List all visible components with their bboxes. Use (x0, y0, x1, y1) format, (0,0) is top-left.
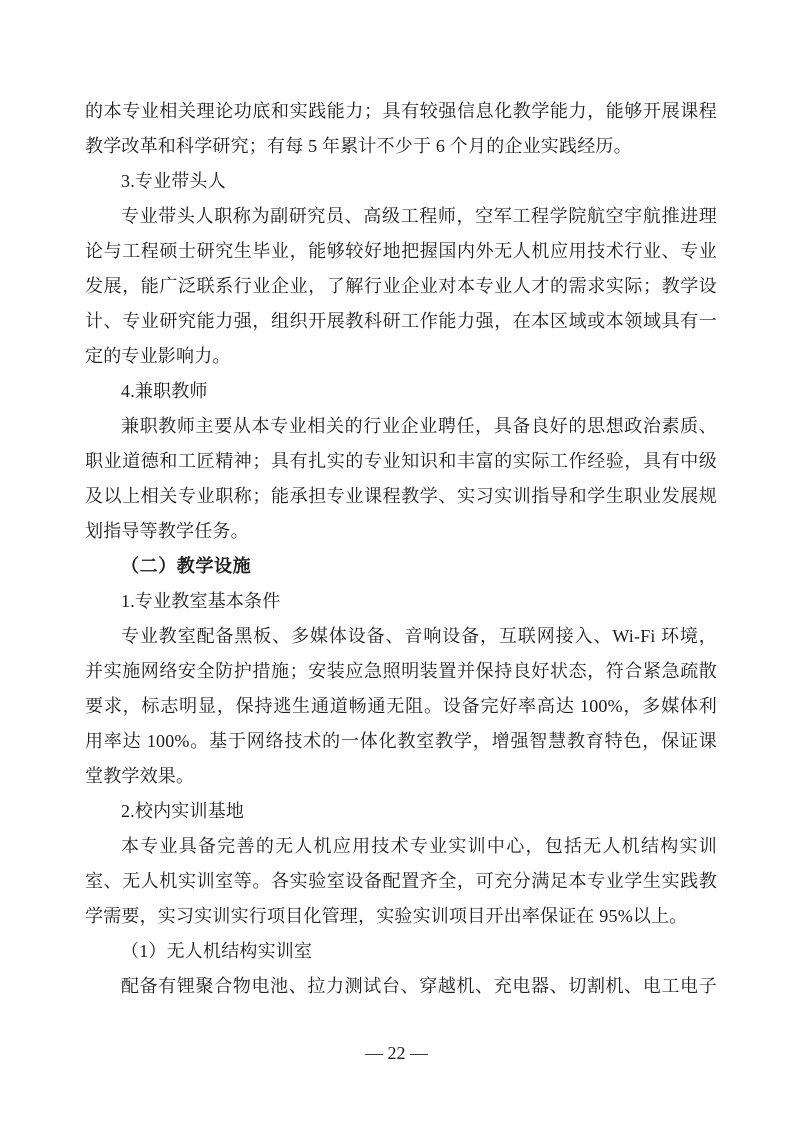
section-heading: （二）教学设施 (121, 556, 252, 576)
subheading: 1.专业教室基本条件 (121, 591, 281, 611)
paragraph-line: 室、无人机实训室等。各实验室设备配置齐全，可充分满足本专业学生实践教 (85, 871, 717, 891)
paragraph-line: 职业道德和工匠精神；具有扎实的专业知识和丰富的实际工作经验，具有中级 (85, 451, 717, 471)
subheading: 3.专业带头人 (121, 171, 226, 191)
paragraph-line: 及以上相关专业职称；能承担专业课程教学、实习实训指导和学生职业发展规 (85, 486, 717, 506)
paragraph-line: 堂教学效果。 (85, 766, 195, 786)
paragraph-line: 要求，标志明显，保持逃生通道畅通无阻。设备完好率高达 100%，多媒体利 (85, 696, 717, 716)
subheading: 2.校内实训基地 (121, 801, 245, 821)
paragraph-line: 并实施网络安全防护措施；安装应急照明装置并保持良好状态，符合紧急疏散 (85, 661, 717, 681)
paragraph-line: 教学改革和科学研究；有每 5 年累计不少于 6 个月的企业实践经历。 (85, 136, 632, 156)
paragraph-line: 的本专业相关理论功底和实践能力；具有较强信息化教学能力，能够开展课程 (85, 101, 717, 121)
paragraph-line: 定的专业影响力。 (85, 346, 231, 366)
page-footer (0, 1036, 793, 1071)
paragraph-line: 专业带头人职称为副研究员、高级工程师，空军工程学院航空宇航推进理 (121, 206, 717, 226)
paragraph-line: 兼职教师主要从本专业相关的行业企业聘任，具备良好的思想政治素质、 (121, 416, 717, 436)
subheading: （1）无人机结构实训室 (121, 941, 313, 961)
paragraph-line: 用率达 100%。基于网络技术的一体化教室教学，增强智慧教育特色，保证课 (85, 731, 717, 751)
page-number: — 22 — (365, 1043, 428, 1063)
paragraph-line: 划指导等教学任务。 (85, 521, 249, 541)
subheading: 4.兼职教师 (121, 381, 208, 401)
paragraph-line: 发展，能广泛联系行业企业，了解行业企业对本专业人才的需求实际；教学设 (85, 276, 717, 296)
paragraph-line: 计、专业研究能力强，组织开展教科研工作能力强，在本区域或本领域具有一 (85, 311, 717, 331)
paragraph-line: 专业教室配备黑板、多媒体设备、音响设备，互联网接入、Wi-Fi 环境， (121, 626, 717, 646)
paragraph-line: 论与工程硕士研究生毕业，能够较好地把握国内外无人机应用技术行业、专业 (85, 241, 717, 261)
paragraph-line: 学需要，实习实训实行项目化管理，实验实训项目开出率保证在 95%以上。 (85, 906, 688, 926)
paragraph-line: 本专业具备完善的无人机应用技术专业实训中心，包括无人机结构实训 (121, 836, 717, 856)
paragraph-line: 配备有锂聚合物电池、拉力测试台、穿越机、充电器、切割机、电工电子 (121, 976, 717, 996)
page-content (85, 94, 717, 1004)
